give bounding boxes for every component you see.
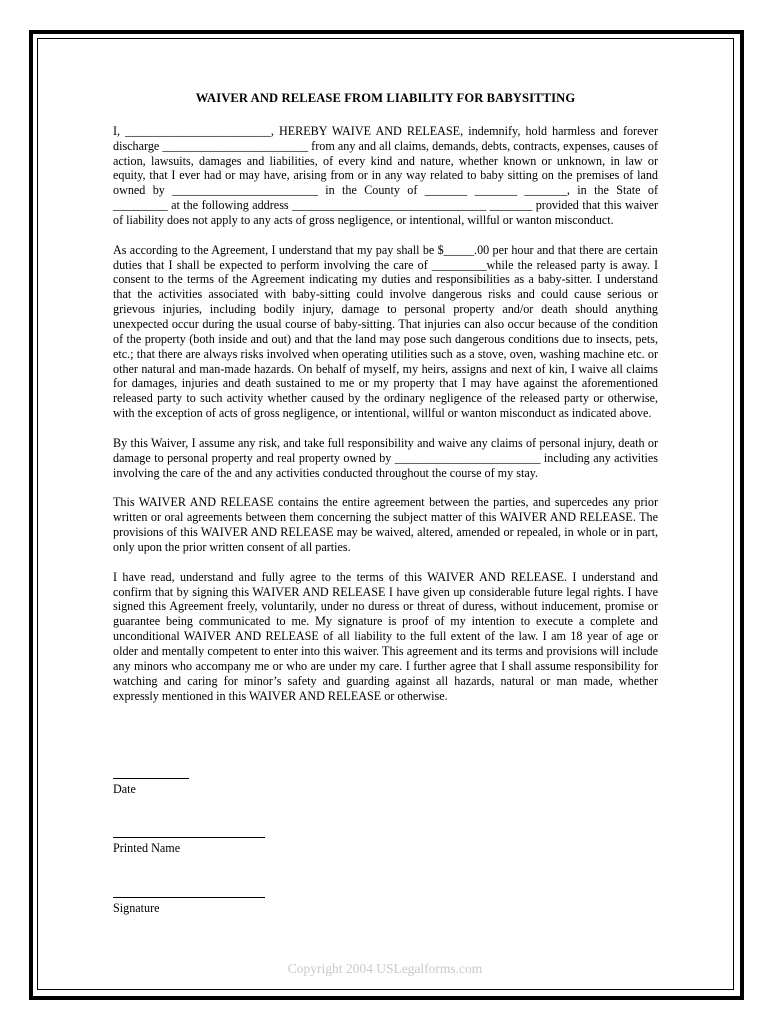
- printed-name-line[interactable]: [113, 837, 265, 838]
- copyright-footer: Copyright 2004 USLegalforms.com: [287, 961, 483, 976]
- date-field: [113, 778, 189, 797]
- signature-field: [113, 897, 265, 916]
- paragraph-acknowledgement: I have read, understand and fully agree to the terms of this WAIVER AND RELEASE. I understand and confirm that by signing this WAIVER AND RELEASE I have given up considerable future legal rights. I have signed this Agreement freely, voluntarily, under no duress or threat of duress, without inducement, promise or guarantee being communicated to me. My signature is proof of my intention to execute a complete and unconditional WAIVER AND RELEASE of all liability to the full extent of the law. I am 18 year of age or older and mentally competent to enter into this waiver. This agreement and its terms and provisions will include any minors who accompany me or who are under my care. I further agree that I shall assume responsibility for watching and caring for minor’s safety and guarding against all hazards, natural or man made, whether expressly mentioned in this WAIVER AND RELEASE or otherwise.: [113, 569, 658, 703]
- signature-label: Signature: [113, 901, 160, 915]
- document-title: WAIVER AND RELEASE FROM LIABILITY FOR BABYSITTING: [195, 91, 576, 105]
- document-body: [113, 91, 658, 718]
- printed-name-label: Printed Name: [113, 841, 181, 855]
- paragraph-entire-agreement: This WAIVER AND RELEASE contains the entire agreement between the parties, and supercedes any prior written or oral agreements between them concerning the subject matter of this WAIVER AND RELEASE. The provisions of this WAIVER AND RELEASE may be waived, altered, amended or repealed, in whole or in part, only upon the prior written consent of all parties.: [113, 495, 658, 554]
- signature-line[interactable]: [113, 897, 265, 898]
- printed-name-field: [113, 837, 265, 856]
- date-label: Date: [113, 782, 136, 796]
- paragraph-assume-risk: By this Waiver, I assume any risk, and take full responsibility and waive any claims of personal injury, death or damage to personal property and real property owned by ________________________ including any activities involving the care of the and any activities conducted throughout the course of my stay.: [113, 435, 658, 480]
- paragraph-release-clause: I, ________________________, HEREBY WAIVE AND RELEASE, indemnify, hold harmless and forever discharge ________________________ from any and all claims, demands, debts, contracts, expenses, causes of action, lawsuits, damages and liabilities, of every kind and nature, whether known or unknown, in law or equity, that I ever had or may have, arising from or in any way related to baby sitting on the premises of land owned by ________________________ in the County of _______ _______ _______, in the State of _________ at the following address ________________________________ _______ provided that this waiver of liability does not apply to any acts of gross negligence, or intentional, willful or wanton misconduct.: [113, 123, 658, 227]
- paragraph-agreement-duties: As according to the Agreement, I understand that my pay shall be $_____.00 per hour and that there are certain duties that I shall be expected to perform involving the care of _________while the released party is away. I consent to the terms of the Agreement indicating my duties and responsibilities as a baby-sitter. I understand that the activities associated with baby-sitting could involve dangerous risks and could cause serious or grievous injuries, including bodily injury, damage to personal property and/or death should anything unexpected occur during the usual course of baby-sitting. That injuries can also occur because of the condition of the property (both inside and out) and that the land may pose such dangerous conditions due to insects, pets, etc.; that there are always risks involved when operating utilities such as a stove, oven, washing machine etc. or other natural and man-made hazards. On behalf of myself, my heirs, assigns and next of kin, I waive all claims for damages, injuries and death sustained to me or my property that I may have against the aforementioned released party to such activity whether caused by the ordinary negligence of the released party or otherwise, with the exception of acts of gross negligence, or intentional, willful or wanton misconduct as indicated above.: [113, 242, 658, 421]
- date-line[interactable]: [113, 778, 189, 779]
